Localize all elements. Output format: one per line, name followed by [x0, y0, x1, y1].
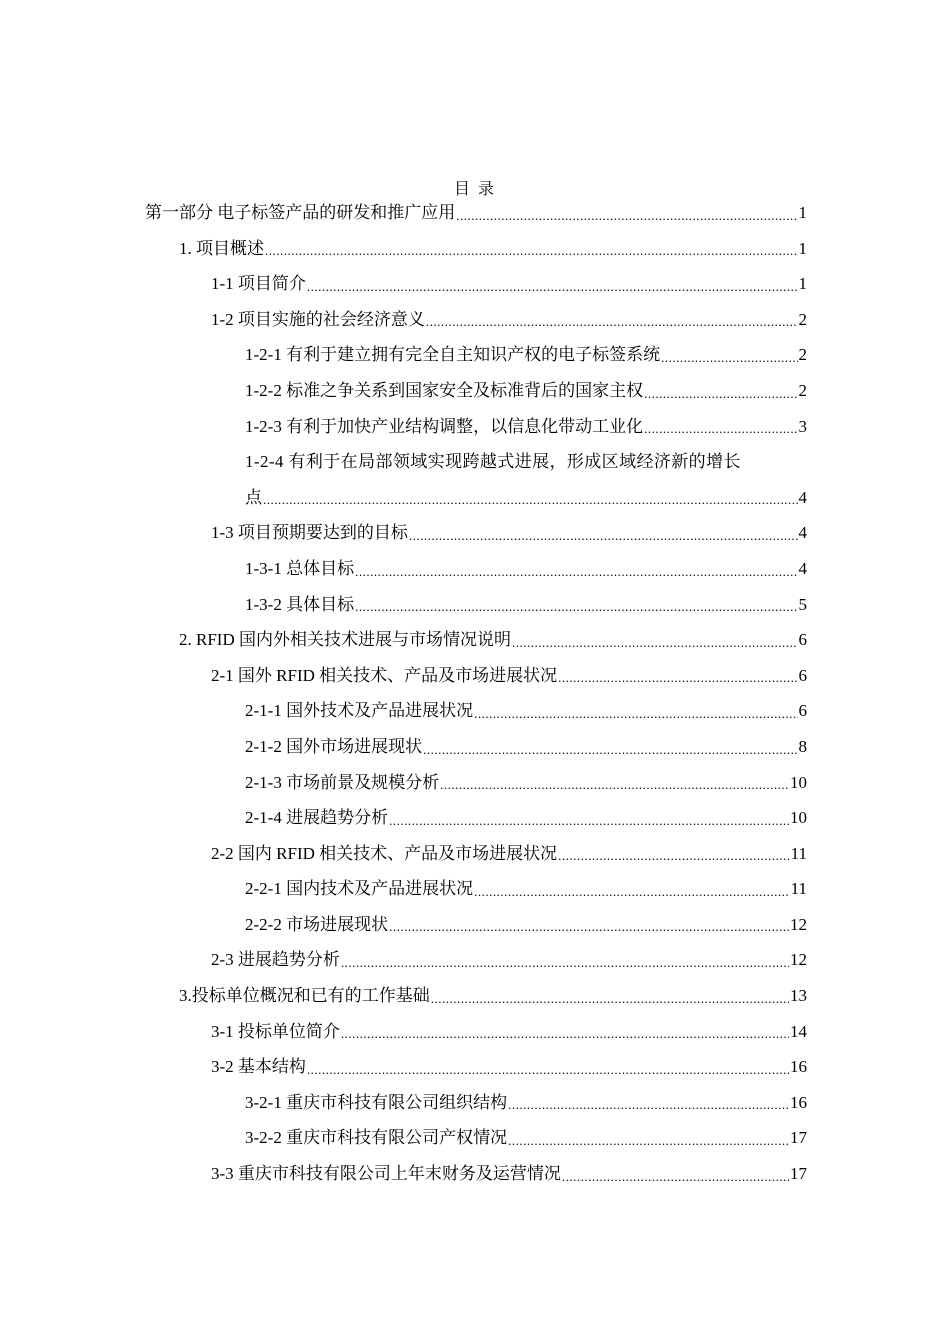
dot-leader	[341, 948, 789, 978]
toc-entry-label: 2-2 国内 RFID 相关技术、产品及市场进展状况	[211, 843, 558, 863]
dot-leader	[474, 877, 790, 907]
dot-leader	[431, 984, 789, 1014]
toc-entry-1-2-1[interactable]	[145, 337, 807, 373]
dot-leader	[355, 557, 797, 587]
toc-entry-label: 2-1-1 国外技术及产品进展状况	[245, 701, 474, 721]
toc-entry-page: 6	[798, 701, 807, 721]
toc-entry-page: 6	[798, 665, 807, 685]
toc-entry-2-1-2[interactable]	[145, 729, 807, 765]
toc-entry-label: 3-2-1 重庆市科技有限公司组织结构	[245, 1092, 508, 1112]
toc-entry-page: 16	[790, 1092, 807, 1112]
dot-leader	[389, 912, 789, 942]
toc-entry-1-3[interactable]	[145, 515, 807, 551]
toc-entry-page: 4	[798, 523, 807, 543]
dot-leader	[409, 521, 798, 551]
table-of-contents	[145, 195, 807, 1192]
toc-entry-page: 12	[790, 950, 807, 970]
dot-leader	[512, 628, 798, 658]
toc-entry-2-2-1[interactable]	[145, 871, 807, 907]
toc-entry-page: 11	[790, 879, 807, 899]
toc-entry-1[interactable]	[145, 231, 807, 267]
toc-entry-label: 2-2-1 国内技术及产品进展状况	[245, 879, 474, 899]
dot-leader	[508, 1090, 789, 1120]
toc-entry-page: 17	[790, 1128, 807, 1148]
toc-entry-page: 11	[790, 843, 807, 863]
toc-entry-page: 10	[790, 772, 807, 792]
toc-entry-label: 1-3-2 具体目标	[245, 594, 355, 614]
toc-entry-label: 3-3 重庆市科技有限公司上年末财务及运营情况	[211, 1164, 561, 1184]
toc-entry-page: 12	[790, 914, 807, 934]
toc-entry-label: 2-1 国外 RFID 相关技术、产品及市场进展状况	[211, 665, 558, 685]
dot-leader	[307, 1055, 789, 1085]
dot-leader	[440, 770, 789, 800]
toc-entry-label-continued: 点	[245, 487, 262, 507]
toc-entry-3-2-1[interactable]	[145, 1085, 807, 1121]
toc-entry-label: 2-1-2 国外市场进展现状	[245, 736, 423, 756]
toc-entry-page: 2	[798, 345, 807, 365]
dot-leader	[661, 343, 797, 373]
toc-entry-page: 2	[798, 309, 807, 329]
toc-entry-1-2[interactable]	[145, 302, 807, 338]
toc-entry-label: 1-2-4 有利于在局部领域实现跨越式进展，形成区域经济新的增长	[245, 452, 741, 472]
dot-leader	[265, 236, 798, 266]
toc-entry-page: 13	[790, 986, 807, 1006]
dot-leader	[558, 663, 797, 693]
toc-entry-page: 1	[798, 203, 807, 222]
toc-entry-label: 2-2-2 市场进展现状	[245, 914, 389, 934]
dot-leader	[456, 201, 797, 231]
dot-leader	[389, 806, 789, 836]
dot-leader	[355, 592, 797, 622]
toc-entry-3-1[interactable]	[145, 1014, 807, 1050]
dot-leader	[263, 485, 798, 515]
dot-leader	[307, 272, 798, 302]
toc-entry-label: 2-1-3 市场前景及规模分析	[245, 772, 440, 792]
toc-entry-3[interactable]	[145, 978, 807, 1014]
toc-entry-page: 14	[790, 1021, 807, 1041]
toc-entry-page: 17	[790, 1164, 807, 1184]
toc-entry-label: 1-2-1 有利于建立拥有完全自主知识产权的电子标签系统	[245, 345, 661, 365]
toc-entry-1-1[interactable]	[145, 266, 807, 302]
dot-leader	[426, 307, 798, 337]
toc-entry-3-2-2[interactable]	[145, 1120, 807, 1156]
toc-entry-part1[interactable]	[145, 195, 807, 231]
dot-leader	[341, 1019, 789, 1049]
toc-entry-label: 1-2-2 标准之争关系到国家安全及标准背后的国家主权	[245, 380, 644, 400]
toc-entry-label: 1-3 项目预期要达到的目标	[211, 523, 408, 543]
toc-entry-label: 2-1-4 进展趋势分析	[245, 808, 389, 828]
toc-entry-2-1[interactable]	[145, 658, 807, 694]
toc-entry-label: 3.投标单位概况和已有的工作基础	[179, 986, 430, 1006]
toc-entry-1-2-4[interactable]	[145, 444, 807, 515]
toc-entry-page: 1	[798, 238, 807, 258]
toc-entry-page: 1	[798, 274, 807, 294]
toc-entry-page: 6	[798, 630, 807, 650]
toc-entry-page: 5	[798, 594, 807, 614]
toc-entry-page: 4	[798, 487, 807, 507]
toc-entry-2-1-3[interactable]	[145, 765, 807, 801]
toc-entry-label: 1-2-3 有利于加快产业结构调整，以信息化带动工业化	[245, 416, 644, 436]
toc-entry-label: 第一部分 电子标签产品的研发和推广应用	[145, 203, 456, 222]
toc-entry-label: 1-3-1 总体目标	[245, 558, 355, 578]
toc-entry-label: 3-1 投标单位简介	[211, 1021, 340, 1041]
toc-title: 目 录	[453, 181, 496, 198]
toc-entry-2-2[interactable]	[145, 836, 807, 872]
toc-entry-label: 1-1 项目简介	[211, 274, 306, 294]
toc-entry-1-3-2[interactable]	[145, 587, 807, 623]
toc-entry-2-2-2[interactable]	[145, 907, 807, 943]
toc-entry-label: 3-2-2 重庆市科技有限公司产权情况	[245, 1128, 508, 1148]
toc-entry-2[interactable]	[145, 622, 807, 658]
toc-entry-2-3[interactable]	[145, 942, 807, 978]
toc-entry-3-2[interactable]	[145, 1049, 807, 1085]
dot-leader	[474, 699, 797, 729]
toc-entry-1-2-2[interactable]	[145, 373, 807, 409]
toc-entry-2-1-4[interactable]	[145, 800, 807, 836]
toc-entry-label: 1-2 项目实施的社会经济意义	[211, 309, 425, 329]
dot-leader	[644, 414, 797, 444]
toc-entry-page: 3	[798, 416, 807, 436]
toc-entry-label: 3-2 基本结构	[211, 1057, 306, 1077]
dot-leader	[423, 735, 797, 765]
dot-leader	[508, 1126, 789, 1156]
toc-entry-page: 4	[798, 558, 807, 578]
toc-entry-label: 2. RFID 国内外相关技术进展与市场情况说明	[179, 630, 511, 650]
toc-entry-3-3[interactable]	[145, 1156, 807, 1192]
dot-leader	[562, 1162, 789, 1192]
dot-leader	[644, 379, 797, 409]
toc-entry-label: 2-3 进展趋势分析	[211, 950, 340, 970]
toc-entry-1-2-3[interactable]	[145, 409, 807, 445]
toc-entry-2-1-1[interactable]	[145, 693, 807, 729]
toc-entry-page: 8	[798, 736, 807, 756]
toc-entry-page: 16	[790, 1057, 807, 1077]
toc-entry-1-3-1[interactable]	[145, 551, 807, 587]
toc-entry-page: 2	[798, 380, 807, 400]
toc-entry-page: 10	[790, 808, 807, 828]
toc-entry-label: 1. 项目概述	[179, 238, 264, 258]
dot-leader	[558, 841, 789, 871]
